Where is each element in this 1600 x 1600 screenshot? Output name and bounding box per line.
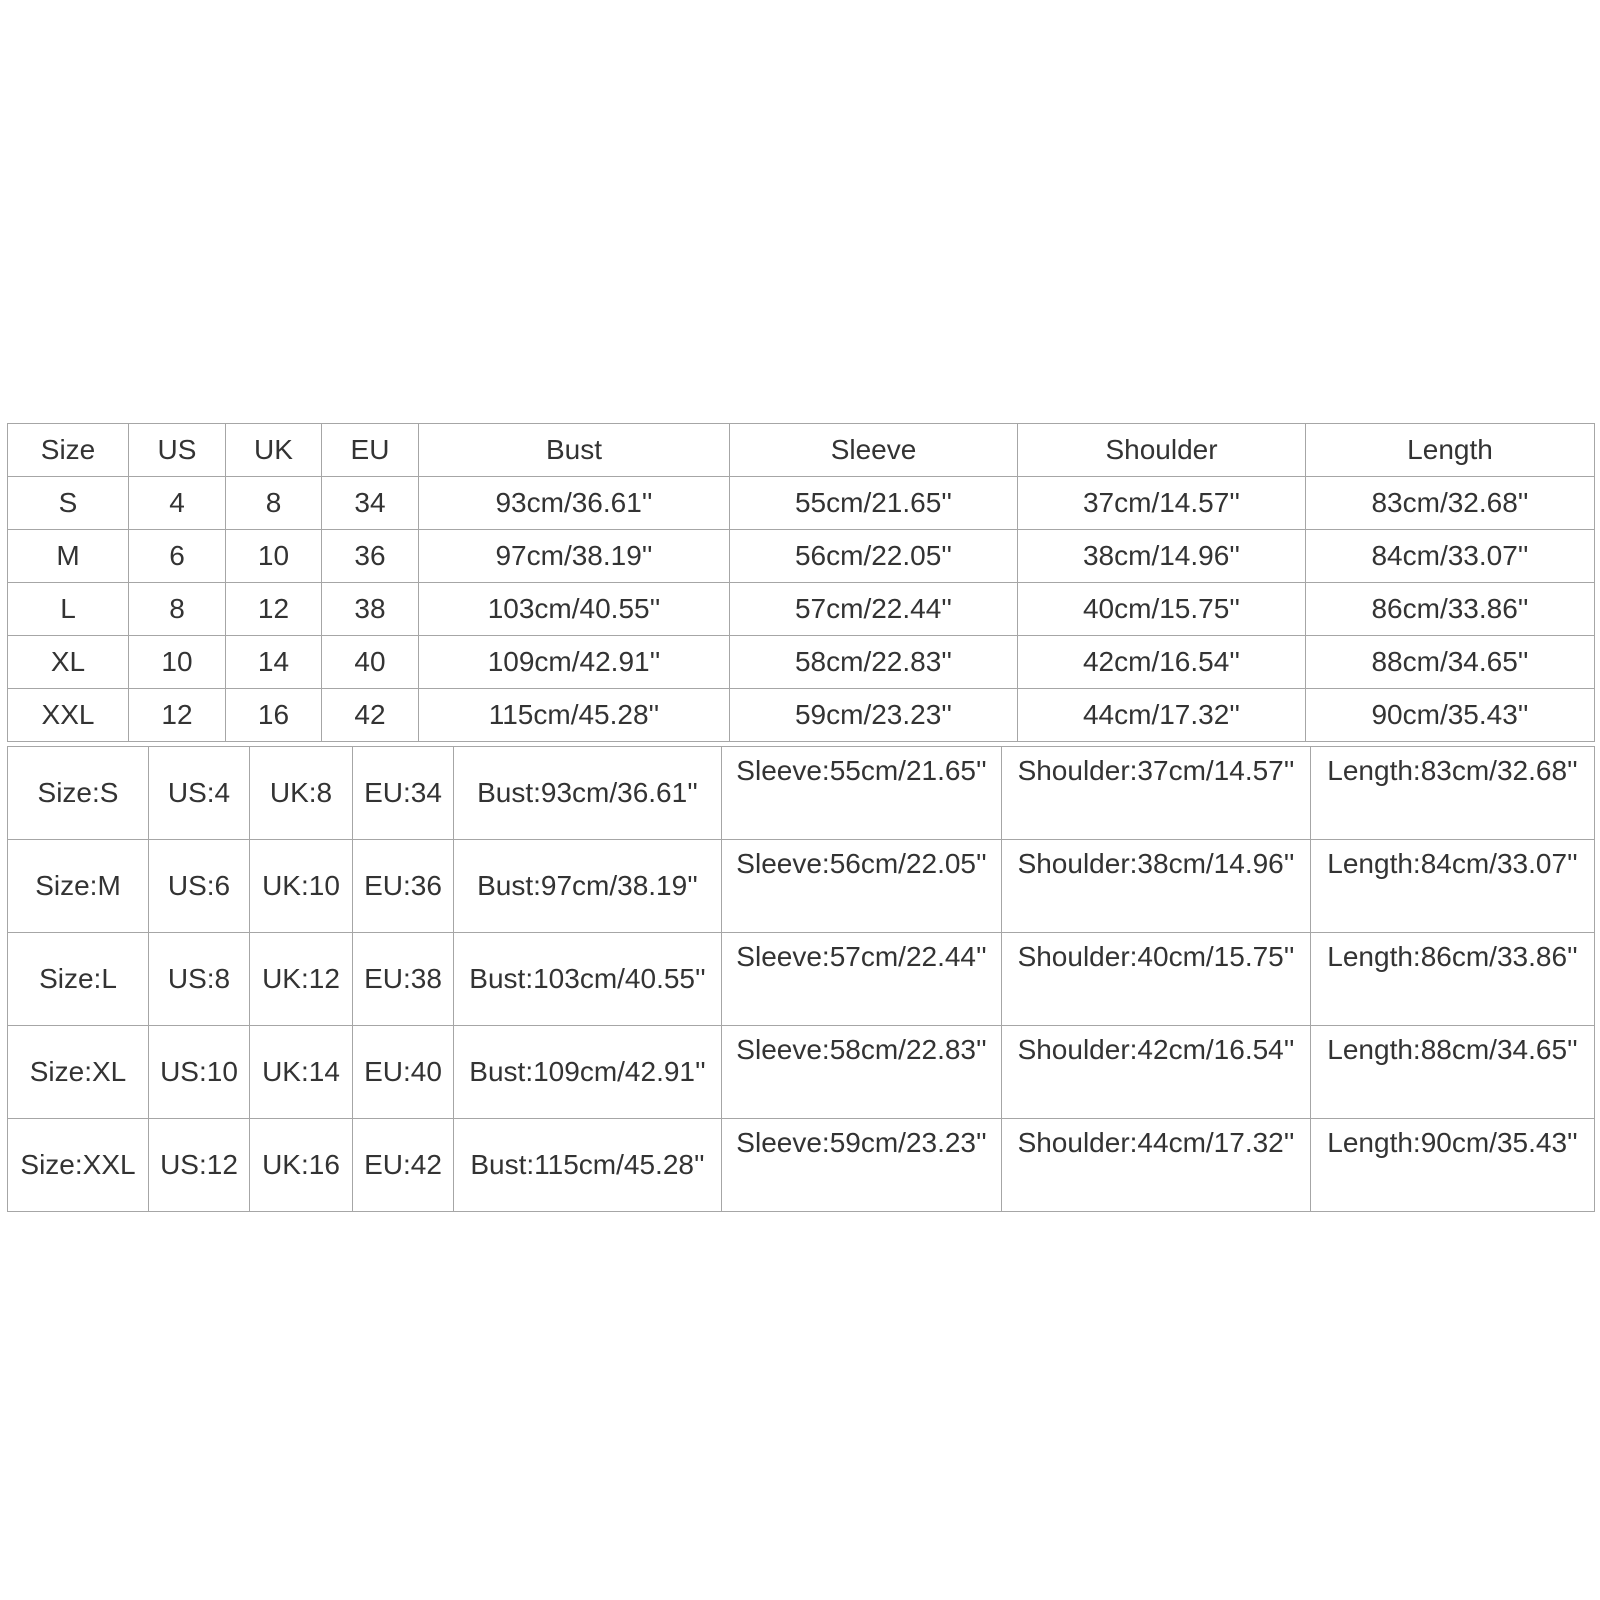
- table-cell: 42cm/16.54'': [1018, 636, 1306, 689]
- size-chart-table: [7, 423, 1595, 742]
- table-cell: 10: [129, 636, 226, 689]
- table-row: [8, 840, 1595, 933]
- table-cell: 40: [322, 636, 419, 689]
- table-cell: Bust:97cm/38.19'': [454, 840, 722, 933]
- table-cell: EU:42: [353, 1119, 454, 1212]
- table-row: [8, 1026, 1595, 1119]
- table-cell: Length:86cm/33.86'': [1311, 933, 1595, 1026]
- table-row: [8, 747, 1595, 840]
- table-cell: Sleeve:59cm/23.23'': [722, 1119, 1002, 1212]
- table-cell: 8: [226, 477, 322, 530]
- table-cell: 58cm/22.83'': [730, 636, 1018, 689]
- table-cell: Sleeve:56cm/22.05'': [722, 840, 1002, 933]
- table-cell: US:6: [149, 840, 250, 933]
- table-cell: 84cm/33.07'': [1306, 530, 1595, 583]
- table-cell: Bust:109cm/42.91'': [454, 1026, 722, 1119]
- table-cell: 88cm/34.65'': [1306, 636, 1595, 689]
- table-row: [8, 530, 1595, 583]
- table-cell: 55cm/21.65'': [730, 477, 1018, 530]
- table-cell: Sleeve:55cm/21.65'': [722, 747, 1002, 840]
- table-cell: Bust:93cm/36.61'': [454, 747, 722, 840]
- table-cell: Length:90cm/35.43'': [1311, 1119, 1595, 1212]
- table-cell: 37cm/14.57'': [1018, 477, 1306, 530]
- size-chart-labeled-table: [7, 746, 1595, 1212]
- table-cell: 16: [226, 689, 322, 742]
- table-row: [8, 583, 1595, 636]
- table-cell: 90cm/35.43'': [1306, 689, 1595, 742]
- table-cell: 42: [322, 689, 419, 742]
- table-cell: Length:88cm/34.65'': [1311, 1026, 1595, 1119]
- table-cell: 44cm/17.32'': [1018, 689, 1306, 742]
- table-cell: 109cm/42.91'': [419, 636, 730, 689]
- table-cell: Sleeve:58cm/22.83'': [722, 1026, 1002, 1119]
- header-cell-sleeve: Sleeve: [730, 424, 1018, 477]
- table-row: [8, 636, 1595, 689]
- table-cell: UK:10: [250, 840, 353, 933]
- table-cell: EU:40: [353, 1026, 454, 1119]
- table-cell: S: [8, 477, 129, 530]
- table-cell: L: [8, 583, 129, 636]
- table-cell: Shoulder:40cm/15.75'': [1002, 933, 1311, 1026]
- table-cell: XXL: [8, 689, 129, 742]
- header-cell-shoulder: Shoulder: [1018, 424, 1306, 477]
- table-cell: 12: [129, 689, 226, 742]
- header-cell-uk: UK: [226, 424, 322, 477]
- table-cell: 4: [129, 477, 226, 530]
- table-cell: 56cm/22.05'': [730, 530, 1018, 583]
- table-cell: 10: [226, 530, 322, 583]
- table-cell: Size:L: [8, 933, 149, 1026]
- table-cell: 97cm/38.19'': [419, 530, 730, 583]
- header-cell-us: US: [129, 424, 226, 477]
- table-cell: Length:83cm/32.68'': [1311, 747, 1595, 840]
- table-cell: 36: [322, 530, 419, 583]
- table-cell: Shoulder:38cm/14.96'': [1002, 840, 1311, 933]
- table-row: [8, 477, 1595, 530]
- table-cell: US:8: [149, 933, 250, 1026]
- table-cell: 38cm/14.96'': [1018, 530, 1306, 583]
- table-row: [8, 933, 1595, 1026]
- table-cell: UK:12: [250, 933, 353, 1026]
- table-cell: UK:14: [250, 1026, 353, 1119]
- table-header-row: [8, 424, 1595, 477]
- table-cell: US:10: [149, 1026, 250, 1119]
- table-cell: 12: [226, 583, 322, 636]
- table-cell: EU:38: [353, 933, 454, 1026]
- table-cell: 8: [129, 583, 226, 636]
- table-cell: Bust:103cm/40.55'': [454, 933, 722, 1026]
- header-cell-eu: EU: [322, 424, 419, 477]
- table-cell: Length:84cm/33.07'': [1311, 840, 1595, 933]
- table-cell: Size:XXL: [8, 1119, 149, 1212]
- table-cell: 83cm/32.68'': [1306, 477, 1595, 530]
- table-cell: Shoulder:37cm/14.57'': [1002, 747, 1311, 840]
- table-cell: Size:M: [8, 840, 149, 933]
- table-cell: 6: [129, 530, 226, 583]
- table-cell: 59cm/23.23'': [730, 689, 1018, 742]
- table-cell: Shoulder:44cm/17.32'': [1002, 1119, 1311, 1212]
- table-cell: US:12: [149, 1119, 250, 1212]
- table-row: [8, 689, 1595, 742]
- table-cell: UK:16: [250, 1119, 353, 1212]
- table-cell: Sleeve:57cm/22.44'': [722, 933, 1002, 1026]
- table-cell: 14: [226, 636, 322, 689]
- table-cell: Shoulder:42cm/16.54'': [1002, 1026, 1311, 1119]
- table-cell: Size:S: [8, 747, 149, 840]
- table-cell: 57cm/22.44'': [730, 583, 1018, 636]
- table-cell: 38: [322, 583, 419, 636]
- table-cell: 34: [322, 477, 419, 530]
- table-cell: EU:34: [353, 747, 454, 840]
- table-cell: 40cm/15.75'': [1018, 583, 1306, 636]
- header-cell-bust: Bust: [419, 424, 730, 477]
- table-cell: EU:36: [353, 840, 454, 933]
- table-cell: US:4: [149, 747, 250, 840]
- table-cell: XL: [8, 636, 129, 689]
- table-cell: M: [8, 530, 129, 583]
- table-cell: Size:XL: [8, 1026, 149, 1119]
- table-cell: 93cm/36.61'': [419, 477, 730, 530]
- table-cell: Bust:115cm/45.28'': [454, 1119, 722, 1212]
- table-row: [8, 1119, 1595, 1212]
- table-cell: 115cm/45.28'': [419, 689, 730, 742]
- table-cell: 86cm/33.86'': [1306, 583, 1595, 636]
- table-cell: 103cm/40.55'': [419, 583, 730, 636]
- header-cell-size: Size: [8, 424, 129, 477]
- table-cell: UK:8: [250, 747, 353, 840]
- header-cell-length: Length: [1306, 424, 1595, 477]
